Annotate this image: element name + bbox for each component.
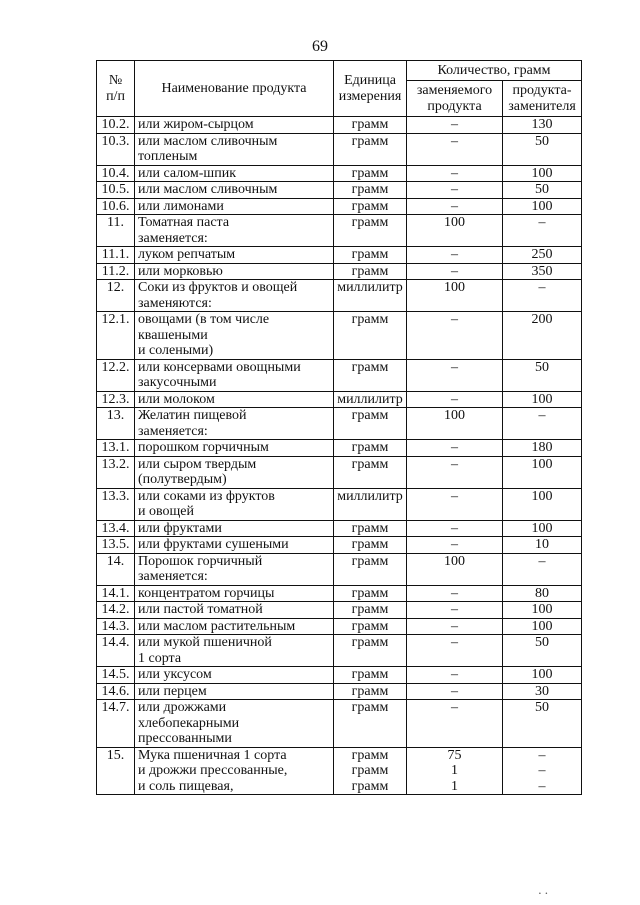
cell-num: 14.7. bbox=[97, 700, 135, 748]
cell-unit: грамм bbox=[334, 215, 407, 247]
cell-substitute: 100 bbox=[503, 667, 582, 684]
cell-replaced: – bbox=[407, 618, 503, 635]
cell-substitute: 100 bbox=[503, 520, 582, 537]
cell-replaced: – bbox=[407, 133, 503, 165]
cell-name: Желатин пищевой заменяется: bbox=[135, 408, 334, 440]
cell-num: 14. bbox=[97, 553, 135, 585]
cell-substitute: 180 bbox=[503, 440, 582, 457]
cell-num: 14.2. bbox=[97, 602, 135, 619]
cell-replaced: 100 bbox=[407, 408, 503, 440]
cell-name: Соки из фруктов и овощей заменяются: bbox=[135, 280, 334, 312]
cell-name: Мука пшеничная 1 сорта и дрожжи прессованные, и соль пищевая, bbox=[135, 747, 334, 795]
table-row bbox=[97, 602, 582, 619]
cell-substitute: 50 bbox=[503, 182, 582, 199]
cell-unit: грамм bbox=[334, 198, 407, 215]
cell-replaced: 100 bbox=[407, 553, 503, 585]
cell-name: луком репчатым bbox=[135, 247, 334, 264]
cell-replaced: – bbox=[407, 488, 503, 520]
table-row bbox=[97, 635, 582, 667]
cell-substitute: – bbox=[503, 215, 582, 247]
cell-substitute: 130 bbox=[503, 117, 582, 134]
cell-replaced: – bbox=[407, 263, 503, 280]
cell-name: или мукой пшеничной 1 сорта bbox=[135, 635, 334, 667]
cell-replaced: – bbox=[407, 247, 503, 264]
cell-num: 12. bbox=[97, 280, 135, 312]
cell-unit: грамм bbox=[334, 553, 407, 585]
cell-num: 11.1. bbox=[97, 247, 135, 264]
cell-unit: грамм bbox=[334, 263, 407, 280]
table-row bbox=[97, 165, 582, 182]
cell-num: 15. bbox=[97, 747, 135, 795]
cell-unit: грамм грамм грамм bbox=[334, 747, 407, 795]
header-replaced bbox=[407, 81, 503, 117]
cell-substitute: 200 bbox=[503, 312, 582, 360]
cell-replaced: – bbox=[407, 537, 503, 554]
cell-num: 13.1. bbox=[97, 440, 135, 457]
cell-num: 14.1. bbox=[97, 585, 135, 602]
cell-substitute: – bbox=[503, 280, 582, 312]
cell-substitute: – bbox=[503, 553, 582, 585]
cell-num: 14.4. bbox=[97, 635, 135, 667]
cell-substitute: 30 bbox=[503, 683, 582, 700]
cell-name: или лимонами bbox=[135, 198, 334, 215]
cell-substitute: 50 bbox=[503, 635, 582, 667]
cell-name: или маслом растительным bbox=[135, 618, 334, 635]
cell-substitute: 250 bbox=[503, 247, 582, 264]
cell-name: или маслом сливочным топленым bbox=[135, 133, 334, 165]
cell-unit: грамм bbox=[334, 537, 407, 554]
table-row bbox=[97, 312, 582, 360]
cell-substitute: 100 bbox=[503, 391, 582, 408]
cell-replaced: – bbox=[407, 182, 503, 199]
cell-replaced: – bbox=[407, 683, 503, 700]
table-row bbox=[97, 440, 582, 457]
table-row bbox=[97, 585, 582, 602]
cell-replaced: – bbox=[407, 456, 503, 488]
header-quantity: Количество, грамм bbox=[407, 61, 582, 81]
header-replaced-text: заменяемого продукта bbox=[416, 83, 493, 114]
cell-unit: миллилитр bbox=[334, 391, 407, 408]
table-row bbox=[97, 198, 582, 215]
table-row bbox=[97, 391, 582, 408]
cell-replaced: – bbox=[407, 117, 503, 134]
cell-unit: грамм bbox=[334, 408, 407, 440]
header-number bbox=[97, 61, 135, 117]
cell-unit: грамм bbox=[334, 440, 407, 457]
table-row bbox=[97, 359, 582, 391]
cell-unit: грамм bbox=[334, 683, 407, 700]
cell-num: 14.6. bbox=[97, 683, 135, 700]
cell-unit: грамм bbox=[334, 247, 407, 264]
cell-num: 10.4. bbox=[97, 165, 135, 182]
cell-replaced: 75 1 1 bbox=[407, 747, 503, 795]
header-substitute bbox=[503, 81, 582, 117]
cell-unit: грамм bbox=[334, 456, 407, 488]
cell-replaced: – bbox=[407, 602, 503, 619]
header-unit bbox=[334, 61, 407, 117]
table-row bbox=[97, 280, 582, 312]
cell-substitute: 100 bbox=[503, 488, 582, 520]
cell-unit: миллилитр bbox=[334, 280, 407, 312]
cell-name: концентратом горчицы bbox=[135, 585, 334, 602]
cell-replaced: 100 bbox=[407, 215, 503, 247]
table-row bbox=[97, 488, 582, 520]
cell-name: или сыром твердым (полутвердым) bbox=[135, 456, 334, 488]
cell-unit: грамм bbox=[334, 635, 407, 667]
cell-substitute: 10 bbox=[503, 537, 582, 554]
cell-num: 10.6. bbox=[97, 198, 135, 215]
cell-name: или пастой томатной bbox=[135, 602, 334, 619]
cell-substitute: 100 bbox=[503, 198, 582, 215]
cell-num: 13.5. bbox=[97, 537, 135, 554]
cell-substitute: 50 bbox=[503, 133, 582, 165]
cell-unit: грамм bbox=[334, 602, 407, 619]
cell-name: овощами (в том числе квашеными и солеными) bbox=[135, 312, 334, 360]
table-row bbox=[97, 117, 582, 134]
cell-num: 13. bbox=[97, 408, 135, 440]
cell-name: или дрожжами хлебопекарными прессованными bbox=[135, 700, 334, 748]
cell-unit: грамм bbox=[334, 618, 407, 635]
cell-name: или фруктами bbox=[135, 520, 334, 537]
table-row bbox=[97, 133, 582, 165]
table-row bbox=[97, 263, 582, 280]
table-row bbox=[97, 553, 582, 585]
cell-num: 10.2. bbox=[97, 117, 135, 134]
cell-unit: миллилитр bbox=[334, 488, 407, 520]
cell-replaced: – bbox=[407, 359, 503, 391]
cell-name: или консервами овощными закусочными bbox=[135, 359, 334, 391]
table-row bbox=[97, 747, 582, 795]
cell-num: 13.3. bbox=[97, 488, 135, 520]
cell-substitute: 100 bbox=[503, 618, 582, 635]
table-row bbox=[97, 618, 582, 635]
cell-unit: грамм bbox=[334, 667, 407, 684]
table-row bbox=[97, 700, 582, 748]
cell-unit: грамм bbox=[334, 182, 407, 199]
cell-name: Томатная паста заменяется: bbox=[135, 215, 334, 247]
cell-replaced: – bbox=[407, 391, 503, 408]
cell-num: 11. bbox=[97, 215, 135, 247]
cell-replaced: – bbox=[407, 667, 503, 684]
cell-unit: грамм bbox=[334, 117, 407, 134]
page-number: 69 bbox=[312, 38, 328, 55]
cell-replaced: – bbox=[407, 198, 503, 215]
table-row bbox=[97, 408, 582, 440]
table-row bbox=[97, 683, 582, 700]
cell-name: или морковью bbox=[135, 263, 334, 280]
cell-substitute: 100 bbox=[503, 602, 582, 619]
cell-name: или соками из фруктов и овощей bbox=[135, 488, 334, 520]
cell-replaced: – bbox=[407, 440, 503, 457]
cell-substitute: – – – bbox=[503, 747, 582, 795]
cell-name: или уксусом bbox=[135, 667, 334, 684]
table-row bbox=[97, 215, 582, 247]
cell-replaced: – bbox=[407, 585, 503, 602]
cell-substitute: – bbox=[503, 408, 582, 440]
cell-name: или маслом сливочным bbox=[135, 182, 334, 199]
footer-mark: . . bbox=[538, 882, 548, 897]
cell-name: или салом-шпик bbox=[135, 165, 334, 182]
cell-unit: грамм bbox=[334, 312, 407, 360]
cell-unit: грамм bbox=[334, 700, 407, 748]
cell-num: 14.5. bbox=[97, 667, 135, 684]
cell-name: или фруктами сушеными bbox=[135, 537, 334, 554]
cell-unit: грамм bbox=[334, 520, 407, 537]
cell-num: 14.3. bbox=[97, 618, 135, 635]
header-unit-text: Единица измерения bbox=[338, 73, 402, 104]
cell-num: 13.2. bbox=[97, 456, 135, 488]
cell-replaced: – bbox=[407, 520, 503, 537]
cell-name: порошком горчичным bbox=[135, 440, 334, 457]
table-row bbox=[97, 247, 582, 264]
cell-name: Порошок горчичный заменяется: bbox=[135, 553, 334, 585]
cell-num: 12.1. bbox=[97, 312, 135, 360]
header-number-text: № п/п bbox=[106, 73, 125, 104]
cell-substitute: 100 bbox=[503, 165, 582, 182]
cell-replaced: 100 bbox=[407, 280, 503, 312]
cell-substitute: 50 bbox=[503, 359, 582, 391]
cell-unit: грамм bbox=[334, 133, 407, 165]
cell-name: или молоком bbox=[135, 391, 334, 408]
cell-num: 10.5. bbox=[97, 182, 135, 199]
header-substitute-text: продукта- заменителя bbox=[508, 83, 576, 114]
cell-replaced: – bbox=[407, 700, 503, 748]
cell-replaced: – bbox=[407, 312, 503, 360]
cell-num: 10.3. bbox=[97, 133, 135, 165]
cell-unit: грамм bbox=[334, 359, 407, 391]
cell-substitute: 50 bbox=[503, 700, 582, 748]
cell-unit: грамм bbox=[334, 585, 407, 602]
table-row bbox=[97, 520, 582, 537]
table-row bbox=[97, 182, 582, 199]
cell-name: или перцем bbox=[135, 683, 334, 700]
cell-unit: грамм bbox=[334, 165, 407, 182]
table-body bbox=[97, 117, 582, 795]
cell-substitute: 100 bbox=[503, 456, 582, 488]
cell-num: 12.3. bbox=[97, 391, 135, 408]
table-row bbox=[97, 667, 582, 684]
cell-substitute: 350 bbox=[503, 263, 582, 280]
cell-substitute: 80 bbox=[503, 585, 582, 602]
cell-name: или жиром-сырцом bbox=[135, 117, 334, 134]
table-row bbox=[97, 456, 582, 488]
cell-num: 11.2. bbox=[97, 263, 135, 280]
product-substitution-table bbox=[96, 60, 582, 795]
header-product-name: Наименование продукта bbox=[135, 61, 334, 117]
cell-replaced: – bbox=[407, 635, 503, 667]
cell-num: 12.2. bbox=[97, 359, 135, 391]
cell-num: 13.4. bbox=[97, 520, 135, 537]
cell-replaced: – bbox=[407, 165, 503, 182]
table-row bbox=[97, 537, 582, 554]
